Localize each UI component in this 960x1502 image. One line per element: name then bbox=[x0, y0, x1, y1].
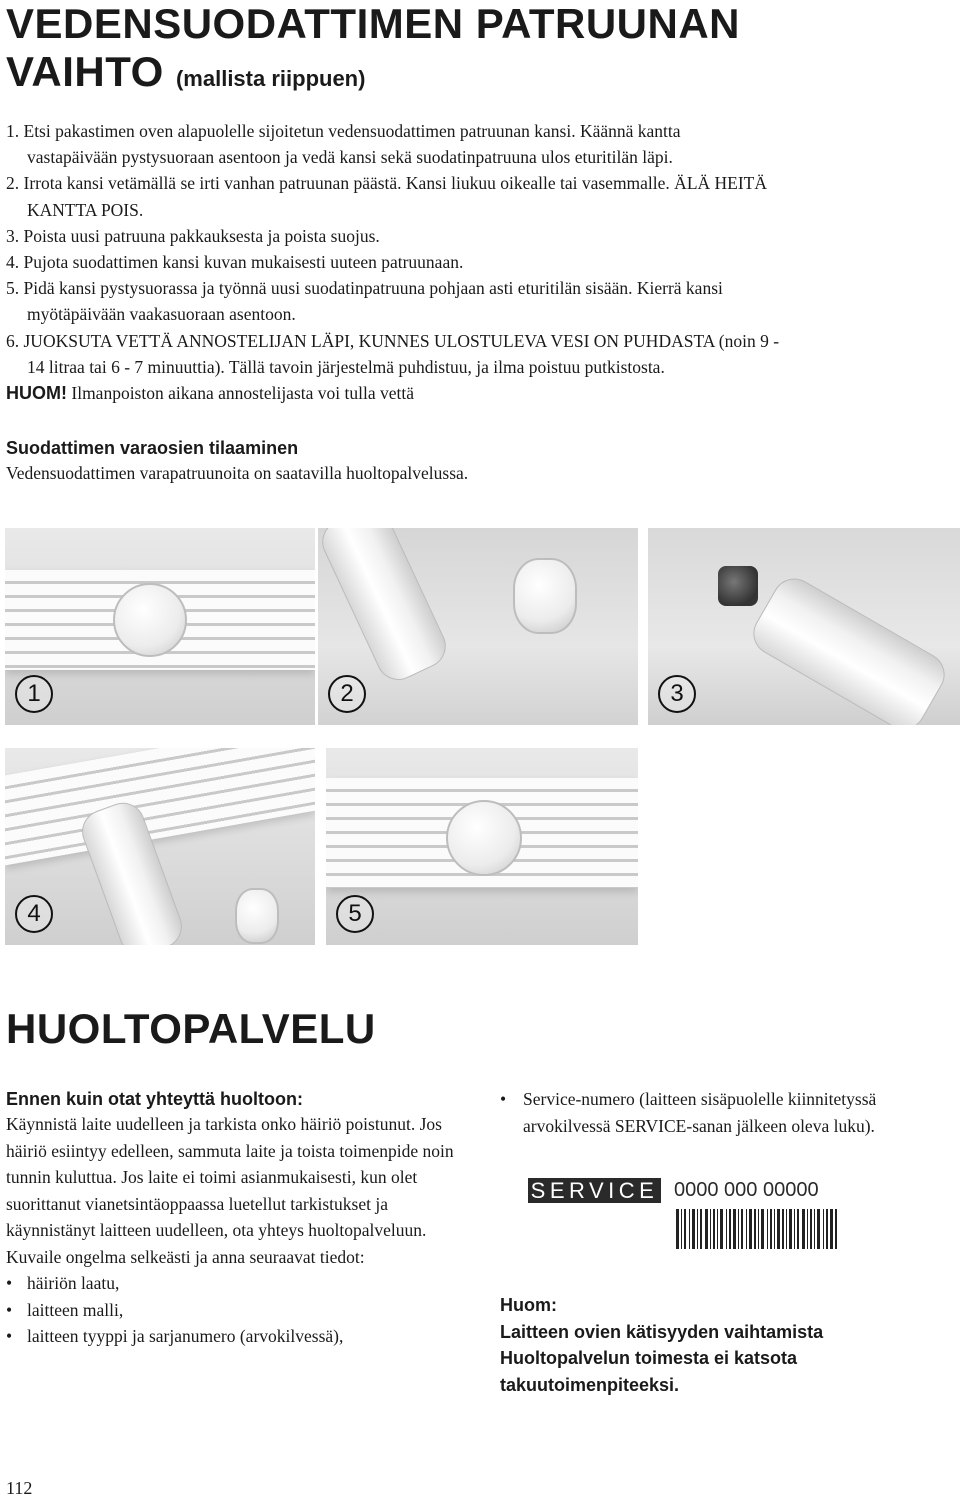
title-line-2 bbox=[6, 48, 946, 103]
step-text: 5. Pidä kansi pystysuorassa ja työnnä uusi suodatinpatruuna pohjaan asti eturitilän sisään. Kierrä kansi bbox=[6, 278, 723, 299]
title-vaihto: VAIHTO bbox=[6, 48, 164, 95]
title-line-1: VEDENSUODATTIMEN PATRUUNAN bbox=[6, 0, 740, 47]
service-right-column bbox=[500, 1086, 955, 1139]
huom-text: Ilmanpoiston aikana annostelijasta voi tulla vettä bbox=[67, 383, 414, 404]
filter-cap bbox=[235, 888, 279, 944]
before-contact-heading: Ennen kuin otat yhteyttä huoltoon: bbox=[6, 1089, 303, 1109]
step-text: 4. Pujota suodattimen kansi kuvan mukaisesti uuteen patruunaan. bbox=[6, 252, 464, 273]
step-6 bbox=[6, 328, 951, 380]
step-1 bbox=[6, 118, 951, 170]
step-continuation: KANTTA POIS. bbox=[27, 199, 144, 220]
page-number: 112 bbox=[6, 1478, 33, 1498]
note-heading: Huom: bbox=[500, 1295, 557, 1315]
step-continuation: myötäpäivään vaakasuoraan asentoon. bbox=[27, 304, 296, 325]
filter-cap-knob bbox=[113, 583, 187, 657]
step-number-4: 4 bbox=[15, 895, 53, 933]
instruction-steps bbox=[6, 118, 951, 406]
ordering-text: Vedensuodattimen varapatruunoita on saatavilla huoltopalvelussa. bbox=[6, 463, 469, 483]
step-number-1: 1 bbox=[15, 675, 53, 713]
step-3 bbox=[6, 223, 951, 249]
step-text: 1. Etsi pakastimen oven alapuolelle sijoitetun vedensuodattimen patruunan kansi. Käännä kantta bbox=[6, 121, 681, 141]
photo-step-1 bbox=[5, 528, 315, 725]
before-contact-paragraph: Käynnistä laite uudelleen ja tarkista onko häiriö poistunut. Jos häiriö esiintyy edelleen, sammuta laite ja toista toimenpide noin tunnin kuluttua. Jos laite ei toimi asianmukaisesti, kun olet suorittanut vianetsintäoppaassa luetellut tarkistukset ja käynnistänyt laitteen uudelleen, ota yhteys huoltopalveluun. Kuvaile ongelma selkeästi ja anna seuraavat tiedot: bbox=[6, 1114, 454, 1267]
step-5 bbox=[6, 275, 951, 327]
photo-step-4 bbox=[5, 748, 315, 945]
service-number-bullet: • Service-numero (laitteen sisäpuolelle kiinnitetyssä arvokilvessä SERVICE-sanan jälkeen oleva luku). bbox=[500, 1086, 955, 1139]
photo-step-3 bbox=[648, 528, 960, 725]
info-bullet: • häiriön laatu, bbox=[6, 1270, 466, 1297]
photo-step-2 bbox=[318, 528, 638, 725]
page-title bbox=[6, 0, 946, 103]
step-continuation: 14 litraa tai 6 - 7 minuuttia). Tällä tavoin järjestelmä puhdistuu, ja ilma poistuu putkistosta. bbox=[27, 356, 665, 377]
fridge-grille bbox=[5, 748, 315, 865]
filter-cartridge bbox=[318, 528, 453, 687]
title-subtitle: (mallista riippuen) bbox=[175, 66, 366, 91]
huom-label: HUOM! bbox=[6, 383, 67, 404]
step-2 bbox=[6, 170, 951, 222]
step-continuation: vastapäivään pystysuoraan asentoon ja vedä kansi sekä suodatinpatruuna ulos eturitilän läpi. bbox=[27, 147, 673, 168]
filter-cap-knob bbox=[446, 800, 522, 876]
barcode-icon bbox=[676, 1209, 838, 1249]
service-section-title: HUOLTOPALVELU bbox=[6, 1005, 376, 1052]
protective-cap bbox=[718, 566, 758, 606]
step-number-2: 2 bbox=[328, 675, 366, 713]
step-number-5: 5 bbox=[336, 895, 374, 933]
service-label-box: SERVICE bbox=[528, 1178, 661, 1203]
ordering-heading: Suodattimen varaosien tilaaminen bbox=[6, 438, 299, 458]
service-number: 0000 000 00000 bbox=[674, 1179, 819, 1201]
info-bullet: • laitteen malli, bbox=[6, 1297, 466, 1324]
info-bullet: • laitteen tyyppi ja sarjanumero (arvokilvessä), bbox=[6, 1323, 466, 1350]
step-text: 6. JUOKSUTA VETTÄ ANNOSTELIJAN LÄPI, KUNNES ULOSTULEVA VESI ON PUHDASTA (noin 9 - bbox=[6, 330, 780, 351]
service-left-column bbox=[6, 1087, 466, 1350]
photo-step-5 bbox=[326, 748, 638, 945]
step-4 bbox=[6, 249, 951, 275]
step-text: 2. Irrota kansi vetämällä se irti vanhan patruunan päästä. Kansi liukuu oikealle tai vasemmalle. ÄLÄ HEITÄ bbox=[6, 173, 768, 194]
note-text: Laitteen ovien kätisyyden vaihtamista Huoltopalvelun toimesta ei katsota takuutoimenpiteeksi. bbox=[500, 1321, 824, 1395]
warranty-note bbox=[500, 1292, 940, 1398]
huom-note bbox=[6, 380, 951, 406]
step-text: 3. Poista uusi patruuna pakkauksesta ja poista suojus. bbox=[6, 225, 380, 246]
step-number-3: 3 bbox=[658, 675, 696, 713]
filter-cartridge bbox=[745, 570, 952, 725]
filter-cap bbox=[513, 558, 577, 634]
